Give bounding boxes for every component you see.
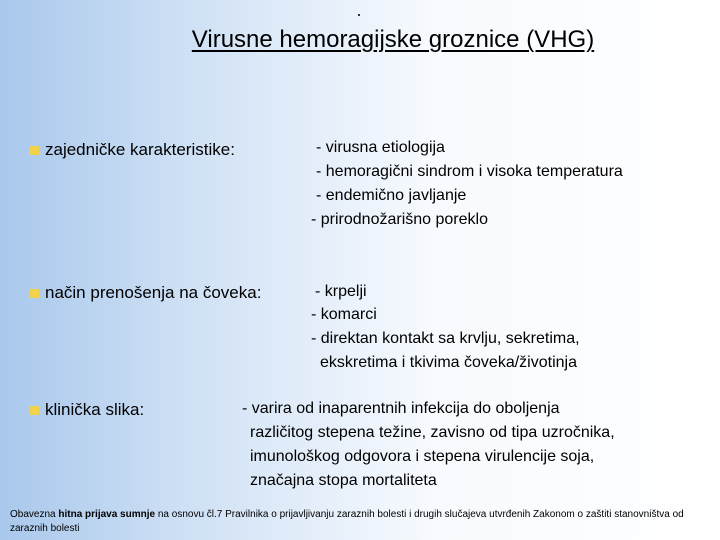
list-item: imunološkog odgovora i stepena virulencije soja, xyxy=(250,448,595,465)
list-item: - prirodnožarišno poreklo xyxy=(311,211,488,228)
list-item: - virusna etiologija xyxy=(316,139,445,156)
list-item: - endemično javljanje xyxy=(316,187,467,204)
decorative-dot xyxy=(358,14,360,16)
section-label: klinička slika: xyxy=(45,400,145,419)
bullet-square-icon xyxy=(30,146,39,155)
section-label: zajedničke karakteristike: xyxy=(45,140,235,159)
section-heading-characteristics xyxy=(30,140,235,160)
list-item: ekskretima i tkivima čoveka/životinja xyxy=(320,354,577,371)
page-title: Virusne hemoragijske groznice (VHG) xyxy=(191,26,595,53)
footer-suffix: na osnovu čl.7 Pravilnika o prijavljivanju zaraznih bolesti i drugih slučajeva utvrđenih Zakonom o zaštiti stanovništva od zaraznih bolesti xyxy=(10,509,684,534)
section-heading-transmission xyxy=(30,283,261,303)
section-label: način prenošenja na čoveka: xyxy=(45,283,262,302)
footer-note xyxy=(10,508,700,536)
bullet-square-icon xyxy=(30,289,39,298)
footer-prefix: Obavezna xyxy=(10,509,59,520)
list-item: - varira od inaparentnih infekcija do oboljenja xyxy=(242,400,560,417)
list-item: značajna stopa mortaliteta xyxy=(250,472,437,489)
bullet-square-icon xyxy=(30,406,39,415)
list-item: - direktan kontakt sa krvlju, sekretima, xyxy=(311,330,580,347)
list-item: - krpelji xyxy=(315,283,367,300)
list-item: - hemoragični sindrom i visoka temperatura xyxy=(316,163,623,180)
list-item: različitog stepena težine, zavisno od tipa uzročnika, xyxy=(250,424,615,441)
footer-bold: hitna prijava sumnje xyxy=(58,509,156,520)
section-heading-clinical xyxy=(30,400,144,420)
list-item: - komarci xyxy=(311,306,377,323)
